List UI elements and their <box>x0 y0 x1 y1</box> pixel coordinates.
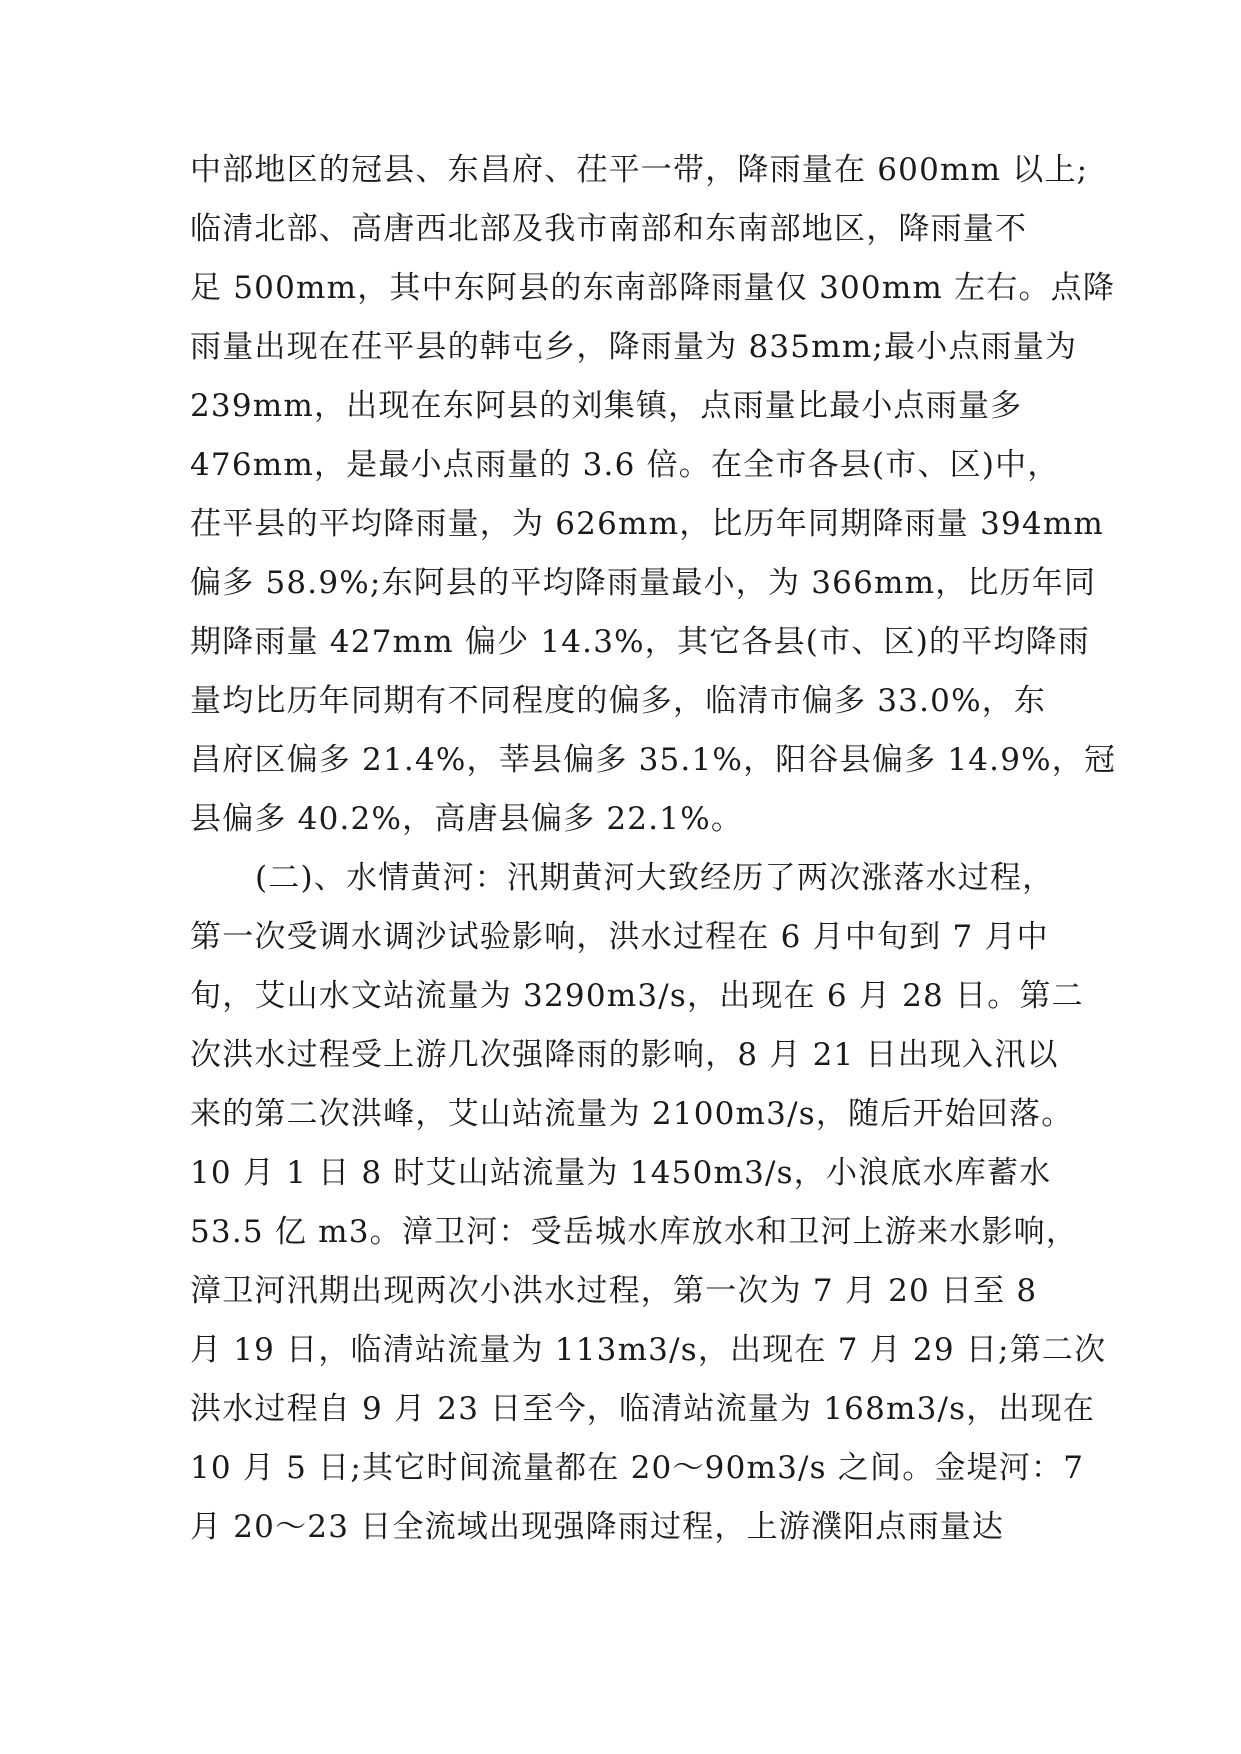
text-line: 临清北部、高唐西北部及我市南部和东南部地区，降雨量不 <box>190 211 1028 247</box>
text-line: 足 500mm，其中东阿县的东南部降雨量仅 300mm 左右。点降 <box>190 270 1116 306</box>
text-line: 旬，艾山水文站流量为 3290m3/s，出现在 6 月 28 日。第二 <box>190 978 1084 1014</box>
text-line: 偏多 58.9%;东阿县的平均降雨量最小，为 366mm，比历年同 <box>190 565 1097 601</box>
text-line: 10 月 1 日 8 时艾山站流量为 1450m3/s，小浪底水库蓄水 <box>190 1155 1052 1191</box>
text-line: 476mm，是最小点雨量的 3.6 倍。在全市各县(市、区)中， <box>190 447 1060 483</box>
text-line: 县偏多 40.2%，高唐县偏多 22.1%。 <box>190 801 744 837</box>
text-line: 雨量出现在茌平县的韩屯乡，降雨量为 835mm;最小点雨量为 <box>190 329 1078 365</box>
text-line: 53.5 亿 m3。漳卫河：受岳城水库放水和卫河上游来水影响， <box>190 1214 1079 1250</box>
text-line: 漳卫河汛期出现两次小洪水过程，第一次为 7 月 20 日至 8 <box>190 1273 1038 1309</box>
text-line: 茌平县的平均降雨量，为 626mm，比历年同期降雨量 394mm <box>190 506 1105 542</box>
paragraph-start-line: (二)、水情黄河：汛期黄河大致经历了两次涨落水过程， <box>255 860 1055 896</box>
text-line: 10 月 5 日;其它时间流量都在 20～90m3/s 之间。金堤河：7 <box>190 1450 1085 1486</box>
text-line: 中部地区的冠县、东昌府、茌平一带，降雨量在 600mm 以上; <box>190 152 1089 188</box>
text-line: 月 19 日，临清站流量为 113m3/s，出现在 7 月 29 日;第二次 <box>190 1332 1107 1368</box>
text-line: 第一次受调水调沙试验影响，洪水过程在 6 月中旬到 7 月中 <box>190 919 1049 955</box>
text-line: 期降雨量 427mm 偏少 14.3%，其它各县(市、区)的平均降雨 <box>190 624 1090 660</box>
text-line: 239mm，出现在东阿县的刘集镇，点雨量比最小点雨量多 <box>190 388 1023 424</box>
text-line: 洪水过程自 9 月 23 日至今，临清站流量为 168m3/s，出现在 <box>190 1391 1096 1427</box>
text-line: 来的第二次洪峰，艾山站流量为 2100m3/s，随后开始回落。 <box>190 1096 1074 1132</box>
text-line: 月 20～23 日全流域出现强降雨过程，上游濮阳点雨量达 <box>190 1509 1005 1545</box>
text-line: 次洪水过程受上游几次强降雨的影响，8 月 21 日出现入汛以 <box>190 1037 1059 1073</box>
text-line: 量均比历年同期有不同程度的偏多，临清市偏多 33.0%，东 <box>190 683 1047 719</box>
text-line: 昌府区偏多 21.4%，莘县偏多 35.1%，阳谷县偏多 14.9%，冠 <box>190 742 1117 778</box>
